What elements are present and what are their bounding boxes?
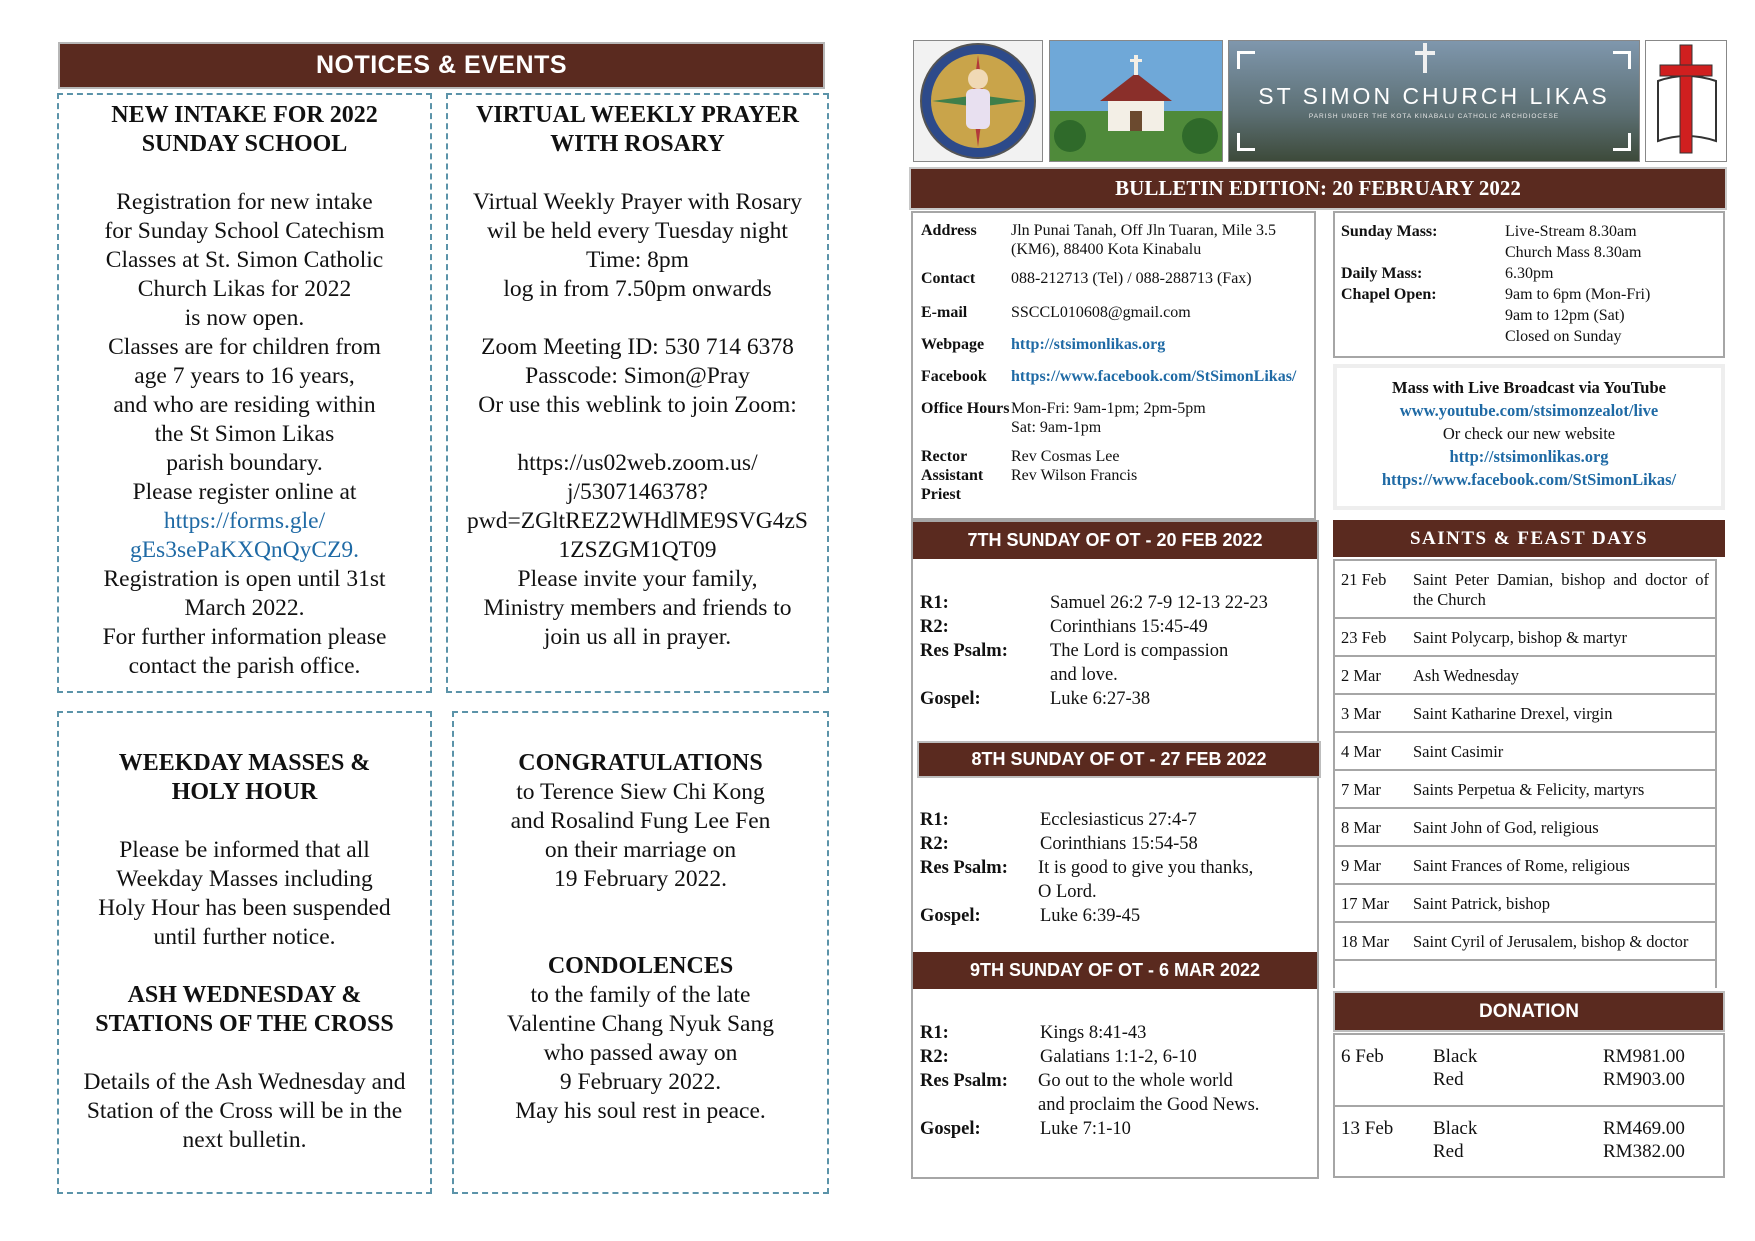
contact-key: Facebook xyxy=(921,368,987,385)
black-amount: RM981.00 xyxy=(1603,1046,1685,1067)
saint-row xyxy=(1335,884,1715,922)
r1-value: Samuel 26:2 7-9 12-13 22-23 xyxy=(1050,593,1268,613)
saint-name: Saints Perpetua & Felicity, martyrs xyxy=(1407,770,1715,808)
saints-title: SAINTS & FEAST DAYS xyxy=(1409,527,1649,549)
cross-icon-bar xyxy=(1415,51,1435,55)
frame-corner xyxy=(1613,133,1631,151)
broadcast-box xyxy=(1333,364,1725,510)
psalm-value: Go out to the whole world and proclaim the Good News. xyxy=(1038,1071,1260,1115)
condolences-title: CONDOLENCES xyxy=(547,953,734,979)
saint-row xyxy=(1335,561,1715,618)
contact-row xyxy=(921,399,1306,447)
reading-block-3 xyxy=(920,1021,1315,1141)
donation-date: 13 Feb xyxy=(1341,1118,1394,1139)
congrats-body: to Terence Siew Chi Kong and Rosalind Fung Lee Fen on their marriage on 19 February 2022. xyxy=(510,779,771,892)
contact-key: Rector Assistant Priest xyxy=(921,448,984,503)
donation-title: DONATION xyxy=(1479,1000,1579,1022)
frame-corner xyxy=(1237,133,1255,151)
church-subtitle: PARISH UNDER THE KOTA KINABALU CATHOLIC ARCHDIOCESE xyxy=(1308,113,1560,120)
saint-row xyxy=(1335,618,1715,656)
saints-header xyxy=(1333,520,1725,557)
reading-header-1 xyxy=(913,522,1317,559)
saint-row xyxy=(1335,808,1715,846)
saint-name: Saint Polycarp, bishop & martyr xyxy=(1407,618,1715,656)
saint-name: Saint John of God, religious xyxy=(1407,808,1715,846)
r2-label: R2: xyxy=(920,617,949,637)
contact-key: Contact xyxy=(921,270,976,287)
contact-row xyxy=(921,447,1306,504)
r1-label: R1: xyxy=(920,593,949,613)
contact-row xyxy=(921,335,1306,367)
sunday-school-notice xyxy=(57,93,432,693)
saint-row xyxy=(1335,656,1715,694)
edition-banner xyxy=(909,167,1727,210)
donation-date-spacer xyxy=(1341,1068,1433,1091)
saints-box xyxy=(1333,559,1717,988)
r2-label: R2: xyxy=(920,1047,949,1067)
sunday-school-body-2: Registration is open until 31st March 2022. For further information please contact the parish office. xyxy=(102,566,387,679)
sunday-mass-times: Live-Stream 8.30am Church Mass 8.30am xyxy=(1505,223,1642,261)
contact-value: SSCCL010608@gmail.com xyxy=(1011,304,1191,321)
donation-rows xyxy=(1335,1035,1723,1177)
r1-label: R1: xyxy=(920,1023,949,1043)
black-amount: RM469.00 xyxy=(1603,1118,1685,1139)
youtube-link[interactable]: www.youtube.com/stsimonzealot/live xyxy=(1399,401,1659,420)
saint-row xyxy=(1335,922,1715,960)
contact-table xyxy=(921,221,1306,504)
saint-name: Saint Cyril of Jerusalem, bishop & doctor xyxy=(1407,922,1715,960)
red-amount: RM382.00 xyxy=(1603,1141,1685,1162)
condolences-body: to the family of the late Valentine Chang Nyuk Sang who passed away on 9 February 2022. May his soul rest in peace. xyxy=(507,982,774,1124)
congrats-title: CONGRATULATIONS xyxy=(518,750,763,776)
red-amount: RM903.00 xyxy=(1603,1069,1685,1090)
saint-name: Saint Casimir xyxy=(1407,732,1715,770)
daily-mass-time: 6.30pm xyxy=(1505,265,1554,282)
contact-key: Webpage xyxy=(921,336,985,353)
black-label: Black xyxy=(1433,1046,1478,1067)
donation-box xyxy=(1333,1033,1725,1178)
saint-row xyxy=(1335,846,1715,884)
saint-name: Ash Wednesday xyxy=(1407,656,1715,694)
r1-label: R1: xyxy=(920,810,949,830)
gospel-value: Luke 6:39-45 xyxy=(1040,906,1141,926)
prayer-title: VIRTUAL WEEKLY PRAYER WITH ROSARY xyxy=(476,102,799,157)
weekday-body: Please be informed that all Weekday Masses including Holy Hour has been suspended until further notice. xyxy=(98,837,391,950)
saint-name: Saint Patrick, bishop xyxy=(1407,884,1715,922)
contact-box xyxy=(911,211,1316,520)
cross-icon xyxy=(1423,43,1427,73)
r2-label: R2: xyxy=(920,834,949,854)
donation-row xyxy=(1335,1107,1723,1177)
reading-title-3: 9TH SUNDAY OF OT - 6 MAR 2022 xyxy=(969,960,1261,980)
website-link[interactable]: http://stsimonlikas.org xyxy=(1449,447,1609,466)
contact-row xyxy=(921,367,1306,399)
r1-value: Ecclesiasticus 27:4-7 xyxy=(1040,810,1197,830)
ash-title: ASH WEDNESDAY & STATIONS OF THE CROSS xyxy=(95,982,394,1037)
mass-times-box xyxy=(1333,211,1725,358)
frame-corner xyxy=(1613,51,1631,69)
contact-value[interactable]: https://www.facebook.com/StSimonLikas/ xyxy=(1011,368,1297,385)
psalm-label: Res Psalm: xyxy=(920,858,1008,878)
frame-corner xyxy=(1237,51,1255,69)
reading-header-2 xyxy=(917,741,1321,778)
saint-date: 4 Mar xyxy=(1335,732,1407,770)
saints-table xyxy=(1335,561,1715,961)
reading-title-1: 7TH SUNDAY OF OT - 20 FEB 2022 xyxy=(967,530,1263,550)
psalm-label: Res Psalm: xyxy=(920,1071,1008,1091)
notices-banner-text: NOTICES & EVENTS xyxy=(315,51,568,79)
congrats-notice xyxy=(452,711,829,1194)
red-label: Red xyxy=(1433,1141,1464,1162)
saint-date: 2 Mar xyxy=(1335,656,1407,694)
contact-value[interactable]: http://stsimonlikas.org xyxy=(1011,336,1166,353)
saint-date: 21 Feb xyxy=(1335,561,1407,618)
zoom-link-and-invite: https://us02web.zoom.us/ j/5307146378? pwd=ZGltREZ2WHdlME9SVG4zS 1ZSZGM1QT09 Please invite your family, Ministry members and friends to join us all in prayer. xyxy=(467,450,808,650)
psalm-label: Res Psalm: xyxy=(920,641,1008,661)
sunday-school-title: NEW INTAKE FOR 2022 SUNDAY SCHOOL xyxy=(111,102,378,157)
daily-mass-label: Daily Mass: xyxy=(1341,265,1423,282)
reading-header-3 xyxy=(913,952,1317,989)
reading-block-1 xyxy=(920,591,1315,711)
saint-date: 23 Feb xyxy=(1335,618,1407,656)
saint-date: 7 Mar xyxy=(1335,770,1407,808)
ash-body: Details of the Ash Wednesday and Station of the Cross will be in the next bulletin. xyxy=(83,1069,406,1153)
church-photo xyxy=(1049,40,1223,162)
gospel-label: Gospel: xyxy=(920,906,981,926)
gospel-value: Luke 7:1-10 xyxy=(1040,1119,1131,1139)
contact-row xyxy=(921,221,1306,269)
contact-key: Address xyxy=(921,222,977,239)
facebook-link[interactable]: https://www.facebook.com/StSimonLikas/ xyxy=(1381,470,1677,489)
r2-value: Galatians 1:1-2, 6-10 xyxy=(1040,1047,1197,1067)
chapel-open-times: 9am to 6pm (Mon-Fri) 9am to 12pm (Sat) Closed on Sunday xyxy=(1505,286,1651,345)
psalm-value: It is good to give you thanks, O Lord. xyxy=(1038,858,1254,902)
contact-value: 088-212713 (Tel) / 088-288713 (Fax) xyxy=(1011,270,1252,287)
contact-key: Office Hours xyxy=(921,400,1010,417)
parish-logo xyxy=(1645,40,1727,162)
saint-row xyxy=(1335,732,1715,770)
registration-link[interactable]: https://forms.gle/ gEs3sePaKXQnQyCZ9. xyxy=(129,508,360,563)
saint-date: 3 Mar xyxy=(1335,694,1407,732)
edition-text: BULLETIN EDITION: 20 FEBRUARY 2022 xyxy=(1115,176,1521,200)
church-name: ST SIMON CHURCH LIKAS xyxy=(1258,83,1610,109)
church-name-banner xyxy=(1228,40,1640,162)
psalm-value: The Lord is compassion and love. xyxy=(1050,641,1229,685)
gospel-value: Luke 6:27-38 xyxy=(1050,689,1151,709)
prayer-notice xyxy=(446,93,829,693)
sunday-mass-label: Sunday Mass: xyxy=(1341,223,1438,240)
zoom-details: Zoom Meeting ID: 530 714 6378 Passcode: Simon@Pray Or use this weblink to join Zoom: xyxy=(478,334,797,418)
weekday-title: WEEKDAY MASSES & HOLY HOUR xyxy=(118,750,371,805)
reading-block-2 xyxy=(920,808,1315,928)
saint-date: 9 Mar xyxy=(1335,846,1407,884)
reading-title-2: 8TH SUNDAY OF OT - 27 FEB 2022 xyxy=(971,749,1267,769)
contact-value: Rev Cosmas Lee Rev Wilson Francis xyxy=(1011,448,1138,484)
black-label: Black xyxy=(1433,1118,1478,1139)
saint-date: 17 Mar xyxy=(1335,884,1407,922)
donation-date-spacer xyxy=(1341,1140,1433,1163)
saint-name: Saint Frances of Rome, religious xyxy=(1407,846,1715,884)
red-label: Red xyxy=(1433,1069,1464,1090)
stained-glass-image xyxy=(913,40,1043,162)
contact-row xyxy=(921,269,1306,303)
r2-value: Corinthians 15:45-49 xyxy=(1050,617,1208,637)
saint-name: Saint Peter Damian, bishop and doctor of the Church xyxy=(1407,561,1715,618)
weekday-notice xyxy=(57,711,432,1194)
contact-value: Mon-Fri: 9am-1pm; 2pm-5pm Sat: 9am-1pm xyxy=(1011,400,1206,436)
contact-key: E-mail xyxy=(921,304,968,321)
saint-row xyxy=(1335,694,1715,732)
r2-value: Corinthians 15:54-58 xyxy=(1040,834,1198,854)
notices-banner xyxy=(58,42,825,89)
saint-date: 8 Mar xyxy=(1335,808,1407,846)
donation-row xyxy=(1335,1035,1723,1107)
saint-name: Saint Katharine Drexel, virgin xyxy=(1407,694,1715,732)
donation-date: 6 Feb xyxy=(1341,1046,1384,1067)
chapel-open-label: Chapel Open: xyxy=(1341,286,1437,303)
gospel-label: Gospel: xyxy=(920,689,981,709)
contact-row xyxy=(921,303,1306,335)
r1-value: Kings 8:41-43 xyxy=(1040,1023,1147,1043)
broadcast-title: Mass with Live Broadcast via YouTube xyxy=(1392,378,1666,397)
saint-date: 18 Mar xyxy=(1335,922,1407,960)
contact-value: Jln Punai Tanah, Off Jln Tuaran, Mile 3.5 (KM6), 88400 Kota Kinabalu xyxy=(1011,222,1276,258)
donation-header xyxy=(1333,991,1725,1032)
website-prompt: Or check our new website xyxy=(1442,424,1616,443)
gospel-label: Gospel: xyxy=(920,1119,981,1139)
prayer-body: Virtual Weekly Prayer with Rosary wil be held every Tuesday night Time: 8pm log in from 7.50pm onwards xyxy=(472,189,803,302)
saint-row xyxy=(1335,770,1715,808)
sunday-school-body: Registration for new intake for Sunday School Catechism Classes at St. Simon Catholic Church Likas for 2022 is now open. Classes are for children from age 7 years to 16 years, and who are residing within the St Simon Likas parish boundary. Please register online at xyxy=(104,189,385,505)
mass-times-table xyxy=(1341,221,1650,347)
